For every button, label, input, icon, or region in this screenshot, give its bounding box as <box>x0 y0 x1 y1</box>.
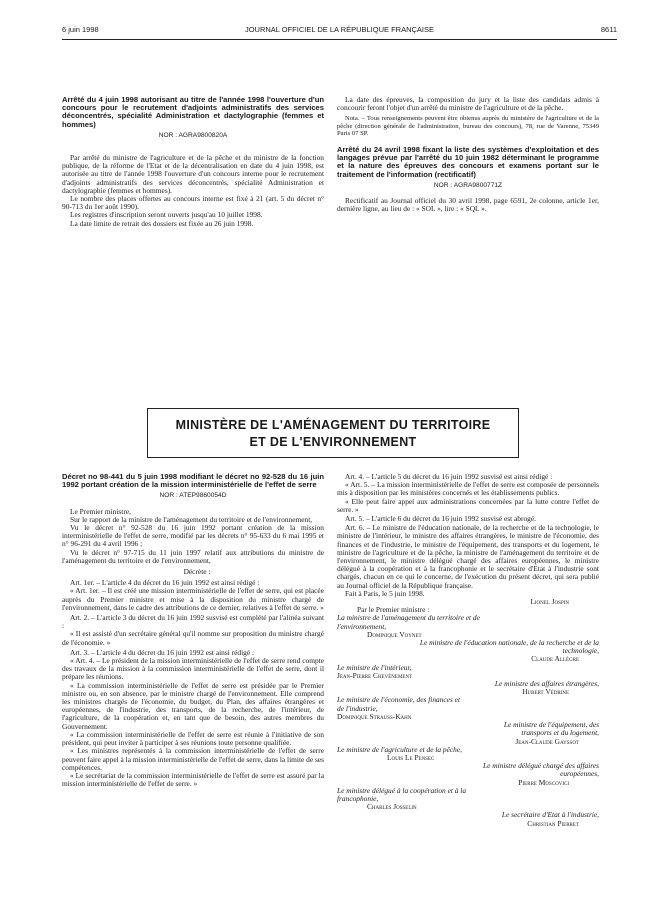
paragraph: « Art. 5. – La mission interministérielle de l'effet de serre est composée de personnels mis à disposition par les ministères concernés et les établissements publics. <box>337 480 599 498</box>
paragraph: Par arrêté du ministre de l'agriculture et de la pêche et du ministre de la fonction publique, de la réforme de l'Etat et de la décentralisation en date du 4 juin 1998, est autorisée au titre de l'année 1998 l'ouverture d'un concours interne pour le recrutement d'adjoints administratifs des services déconcentrés, spécialité Administration et dactylographie (femmes et hommes). <box>62 153 324 195</box>
article-6: Art. 6. – Le ministre de l'éducation nationale, de la recherche et de la technologie, le ministre de l'intérieur, le ministre des affaires étrangères, le ministre de l'économie, des finances et de l'industrie, le ministre de l'équipement, des transports et du logement, le ministre de l'agriculture et de la pêche, la ministre de l'aménagement du territoire et de l'environnement, le ministre délégué chargé des affaires européennes, le ministre délégué à la coopération et à la francophonie et le secrétaire d'Etat à l'industrie sont chargés, chacun en ce qui le concerne, de l'exécution du présent décret, qui sera publié au Journal officiel de la République française. <box>337 523 599 590</box>
paragraph: « Le secrétariat de la commission interministérielle de l'effet de serre est assuré par la mission interministérielle de l'effet de serre. » <box>62 770 324 789</box>
signature-pm: Lionel Jospin <box>530 597 569 607</box>
article-3: Art. 3. – L'article 4 du décret du 16 juin 1992 est ainsi rédigé : <box>70 647 254 657</box>
par-premier-ministre: Par le Premier ministre : <box>357 605 430 615</box>
header-date: 6 juin 1998 <box>62 25 99 34</box>
paragraph: Sur le rapport de la ministre de l'aménagement du territoire et de l'environnement, <box>70 514 313 524</box>
signature-title: Le ministre de l'économie, des finances et de l'industrie, <box>337 695 461 713</box>
decree-title-3: Décret no 98-441 du 5 juin 1998 modifiant le décret no 92-528 du 16 juin 1992 portant création de la mission interministérielle de l'effet de serre <box>62 472 324 490</box>
article-2: Art. 2. – L'article 3 du décret du 16 juin 1992 susvisé est complété par l'alinéa suivant : <box>62 613 324 631</box>
left-bottom-column <box>62 473 324 788</box>
header-rule <box>62 39 617 40</box>
signature-name: Jean-Claude Gayssot <box>515 736 579 746</box>
signature-title: Le ministre de l'agriculture et de la pêche, <box>337 744 463 754</box>
paragraph: « La commission interministérielle de l'effet de serre est présidée par le Premier ministre ou, en son absence, par le ministre chargé de l'environnement. Elle comprend les ministres chargés de l'économie, du budget, du Plan, des affaires étrangères et européennes, de l'industrie, des transports, de la recherche, de l'intérieur, de l'agriculture, de la coopération et, en tant que de besoin, des autres membres du Gouvernement. <box>62 680 324 731</box>
signature-title: Le ministre de l'équipement, des transports et du logement, <box>503 720 599 738</box>
nor-1: NOR : AGRA9800820A <box>158 131 228 139</box>
paragraph: Fait à Paris, le 5 juin 1998. <box>345 588 425 598</box>
ministry-heading-line-1: MINISTÈRE DE L'AMÉNAGEMENT DU TERRITOIRE <box>175 418 491 432</box>
nor-2: NOR : AGRA9800771Z <box>433 181 503 189</box>
paragraph: Le nombre des places offertes au concours interne est fixé à 21 (art. 5 du décret n° 90-713 du 1er août 1990). <box>62 194 324 212</box>
paragraph: La date des épreuves, la composition du jury et la liste des candidats admis à concourir feront l'objet d'un arrêté du ministre de l'agriculture et de la pêche. <box>337 95 599 113</box>
signature-name: Louis Le Pensec <box>387 752 435 762</box>
paragraph: Rectificatif au Journal officiel du 30 avril 1998, page 6591, 2e colonne, article 1er, dernière ligne, au lieu de : « SOL », lire : « SQL ». <box>337 195 599 214</box>
signature-title: Le ministre de l'éducation nationale, de la recherche et de la technologie, <box>419 638 599 656</box>
nota: Nota. – Tous renseignements peuvent être obtenus auprès du ministère de l'agriculture et de la pêche (direction générale de l'administration, bureau des concours), 78, rue de Varenne, 75349 Paris 07 SP. <box>337 115 599 138</box>
right-top-column <box>337 96 599 213</box>
signature-name: Jean-Pierre Chevènement <box>337 670 413 680</box>
signature-name: Christian Pierret <box>527 818 579 828</box>
article-4: Art. 4. – L'article 5 du décret du 16 juin 1992 susvisé est ainsi rédigé : <box>345 472 553 481</box>
signature-name: Charles Josselin <box>367 802 417 812</box>
signature-title: Le secrétaire d'Etat à l'industrie, <box>501 810 599 820</box>
paragraph: La date limite de retrait des dossiers est fixée au 26 juin 1998. <box>70 218 254 228</box>
paragraph: « Elle peut faire appel aux administrations concernées par la lutte contre l'effet de serre. » <box>337 496 599 514</box>
paragraph: Le Premier ministre, <box>70 506 131 516</box>
signature-name: Pierre Moscovici <box>518 777 569 787</box>
decrete: Décrète : <box>183 567 211 577</box>
signature-name: Claude Allègre <box>531 654 579 664</box>
paragraph: Vu le décret n° 92-528 du 16 juin 1992 portant création de la mission interministérielle de l'effet de serre, modifié par les décrets n° 95-633 du 6 mai 1995 et n° 96-291 du 4 avril 1996 ; <box>62 523 324 549</box>
paragraph: Vu le décret n° 97-715 du 11 juin 1997 relatif aux attributions du ministre de l'aménagement du territoire et de l'environnement, <box>62 547 324 565</box>
signature-name: Hubert Védrine <box>522 687 569 697</box>
nor-3: NOR : ATEP9860054D <box>159 492 227 500</box>
signature-title: Le ministre de l'intérieur, <box>337 662 412 672</box>
decree-title-1: Arrêté du 4 juin 1998 autorisant au titre de l'année 1998 l'ouverture d'un concours pour le recrutement d'adjoints administratifs des services déconcentrés, spécialité Administration et dactylographie (femmes et hommes) <box>62 95 324 129</box>
signature-title: La ministre de l'aménagement du territoire et de l'environnement, <box>337 613 480 631</box>
paragraph: « Les ministres représentés à la commission interministérielle de l'effet de serre peuvent faire appel à la mission interministérielle de l'effet de serre, dans la limite de ses compétences. <box>62 746 324 772</box>
signature-name: Dominique Strauss-Kahn <box>337 711 412 721</box>
header-page-number: 8611 <box>600 25 617 34</box>
signature-name: Dominique Voynet <box>367 629 422 639</box>
paragraph: « Il est assisté d'un secrétaire général qu'il nomme sur proposition du ministre chargé de l'économie. » <box>62 629 324 647</box>
signature-title: Le ministre délégué chargé des affaires européennes, <box>483 761 599 779</box>
ministry-heading-box <box>147 408 519 458</box>
header-journal: JOURNAL OFFICIEL DE LA RÉPUBLIQUE FRANÇAISE <box>244 25 435 34</box>
paragraph: « La commission interministérielle de l'effet de serre est réunie à l'initiative de son président, qui peut inviter à participer à ses réunions toute personne qualifiée. <box>62 729 324 748</box>
paragraph: Les registres d'inscription seront ouverts jusqu'au 10 juillet 1998. <box>70 210 263 220</box>
paragraph: « Art. 4. – Le président de la mission interministérielle de l'effet de serre rend compte des travaux de la mission à la commission interministérielle de l'effet de serre, dont il prépare les réunions. <box>62 656 324 682</box>
right-bottom-column <box>337 473 599 828</box>
paragraph: « Art. 1er. – Il est créé une mission interministérielle de l'effet de serre, qui est placée auprès du Premier ministre et mise à la disposition du ministre chargé de l'environnement, dans le cadre des attributions de ce dernier, relatives à l'effet de serre. » <box>62 586 324 612</box>
decree-title-2: Arrêté du 24 avril 1998 fixant la liste des systèmes d'exploitation et des langages prévue par l'arrêté du 10 juin 1982 déterminant le programme et la nature des épreuves des concours et examens portant sur le traitement de l'information (rectificatif) <box>337 144 599 179</box>
signature-title: Le ministre délégué à la coopération et à la francophonie, <box>337 785 467 803</box>
article-1: Art. 1er. – L'article 4 du décret du 16 juin 1992 est ainsi rédigé : <box>70 578 260 588</box>
signature-title: Le ministre des affaires étrangères, <box>494 679 599 689</box>
ministry-heading-line-2: ET DE L'ENVIRONNEMENT <box>249 435 417 449</box>
article-5: Art. 5. – L'article 6 du décret du 16 juin 1992 susvisé est abrogé. <box>345 514 536 524</box>
left-top-column <box>62 96 324 228</box>
page-header <box>62 25 617 39</box>
